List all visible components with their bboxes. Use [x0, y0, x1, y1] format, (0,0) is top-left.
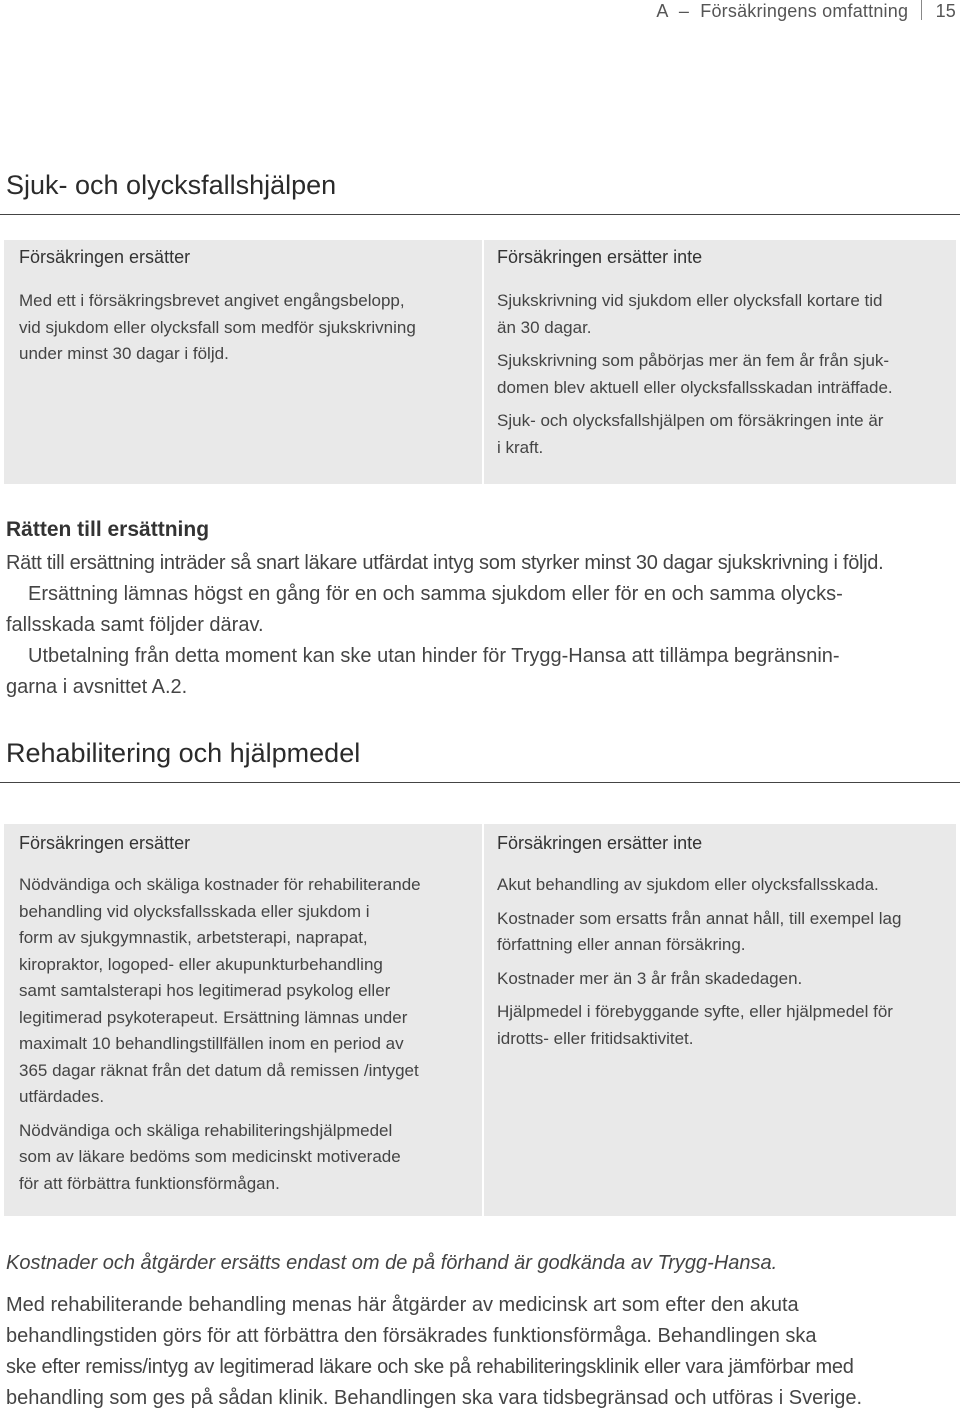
not-covered-column — [497, 240, 937, 468]
header-separator — [921, 0, 922, 20]
footer-body — [6, 1290, 956, 1414]
text-line: Kostnader som ersatts från annat håll, till exempel lag — [497, 908, 902, 928]
text-line: Rätt till ersättning inträder så snart läkare utfärdat intyg som styrker minst 30 dagar sjukskrivning i följd. — [6, 552, 884, 574]
list-item — [497, 999, 937, 1052]
italic-note: Kostnader och åtgärder ersätts endast om de på förhand är godkända av Trygg-Hansa. — [6, 1252, 778, 1274]
covered-text — [19, 872, 459, 1197]
ratten-body — [6, 548, 956, 703]
subheading-ratten: Rätten till ersättning — [6, 518, 210, 541]
text-line: 365 dagar räknat från det datum då remissen /intyget — [19, 1060, 419, 1080]
text-line: domen blev aktuell eller olycksfallsskadan inträffade. — [497, 377, 893, 397]
text-line: Kostnader mer än 3 år från skadedagen. — [497, 968, 803, 988]
text-line: behandlingstiden görs för att förbättra den försäkrades funktionsförmåga. Behandlingen ska — [6, 1325, 817, 1347]
covered-heading: Försäkringen ersätter — [19, 833, 191, 853]
coverage-panel-sjuk — [4, 240, 956, 484]
text-line: Sjukskrivning som påbörjas mer än fem år från sjuk- — [497, 351, 890, 370]
text-line: idrotts- eller fritidsaktivitet. — [497, 1028, 694, 1048]
not-covered-column — [497, 824, 937, 1059]
text-line: i kraft. — [497, 437, 544, 457]
list-item — [497, 408, 937, 461]
text-line: Nödvändiga och skäliga kostnader för rehabiliterande — [19, 875, 421, 894]
text-line: maximalt 10 behandlingstillfällen inom en period av — [19, 1034, 404, 1053]
paragraph — [19, 1118, 459, 1198]
text-line: vid sjukdom eller olycksfall som medför sjukskrivning — [19, 317, 416, 337]
section-title-rehab: Rehabilitering och hjälpmedel — [6, 738, 361, 768]
text-line: för att förbättra funktionsförmågan. — [19, 1173, 280, 1193]
header-section: A — [656, 1, 668, 21]
section-title-sjuk: Sjuk- och olycksfallshjälpen — [6, 170, 337, 200]
page-number: 15 — [935, 1, 956, 21]
text-line: Ersättning lämnas högst en gång för en och samma sjukdom eller för en och samma olycks- — [28, 583, 843, 605]
text-line: samt samtalsterapi hos legitimerad psykolog eller — [19, 981, 391, 1000]
text-line: Med rehabiliterande behandling menas här åtgärder av medicinsk art som efter den akuta — [6, 1294, 799, 1316]
text-line: utfärdades. — [19, 1087, 105, 1106]
header-title: Försäkringens omfattning — [700, 1, 909, 21]
text-line: än 30 dagar. — [497, 317, 592, 337]
list-item — [497, 288, 937, 341]
text-line: som av läkare bedöms som medicinskt motiverade — [19, 1147, 401, 1166]
not-covered-heading: Försäkringen ersätter inte — [497, 247, 703, 267]
header-dash: – — [678, 1, 690, 21]
text-line: Sjukskrivning vid sjukdom eller olycksfall kortare tid — [497, 291, 883, 310]
paragraph — [19, 872, 459, 1111]
text-line: behandling vid olycksfallsskada eller sjukdom i — [19, 901, 370, 921]
text-line: Utbetalning från detta moment kan ske utan hinder för Trygg-Hansa att tillämpa begränsnin- — [28, 645, 840, 667]
text-line: författning eller annan försäkring. — [497, 935, 746, 954]
text-line: kiropraktor, logoped- eller akupunkturbehandling — [19, 954, 383, 974]
text-line: legitimerad psykoterapeut. Ersättning lämnas under — [19, 1007, 408, 1027]
text-line: behandling som ges på sådan klinik. Behandlingen ska vara tidsbegränsad och utföras i Sverige. — [6, 1387, 863, 1409]
text-line: ske efter remiss/intyg av legitimerad läkare och ske på rehabiliteringsklinik eller vara jämförbar med — [6, 1356, 854, 1378]
list-item — [497, 966, 937, 993]
covered-heading: Försäkringen ersätter — [19, 247, 191, 267]
panel-divider — [482, 240, 484, 484]
text-line: under minst 30 dagar i följd. — [19, 344, 229, 363]
not-covered-text — [497, 872, 937, 1052]
text-line: garna i avsnittet A.2. — [6, 676, 188, 698]
running-header — [656, 0, 956, 24]
list-item — [497, 348, 937, 401]
list-item — [497, 872, 937, 899]
text-line: fallsskada samt följder därav. — [6, 614, 264, 636]
list-item — [497, 906, 937, 959]
text-line: Med ett i försäkringsbrevet angivet engångsbelopp, — [19, 291, 405, 310]
coverage-panel-rehab — [4, 824, 956, 1216]
text-line: Nödvändiga och skäliga rehabiliteringshjälpmedel — [19, 1120, 393, 1140]
not-covered-heading: Försäkringen ersätter inte — [497, 833, 703, 853]
covered-column — [19, 824, 459, 1204]
section-rule — [0, 782, 960, 783]
covered-text — [19, 288, 459, 368]
text-line: Sjuk- och olycksfallshjälpen om försäkringen inte är — [497, 411, 884, 430]
text-line: Akut behandling av sjukdom eller olycksfallsskada. — [497, 875, 879, 894]
panel-divider — [482, 824, 484, 1216]
section-rule — [0, 214, 960, 215]
text-line: Hjälpmedel i förebyggande syfte, eller hjälpmedel för — [497, 1002, 893, 1021]
covered-column — [19, 240, 459, 368]
not-covered-text — [497, 288, 937, 461]
text-line: form av sjukgymnastik, arbetsterapi, naprapat, — [19, 928, 368, 947]
